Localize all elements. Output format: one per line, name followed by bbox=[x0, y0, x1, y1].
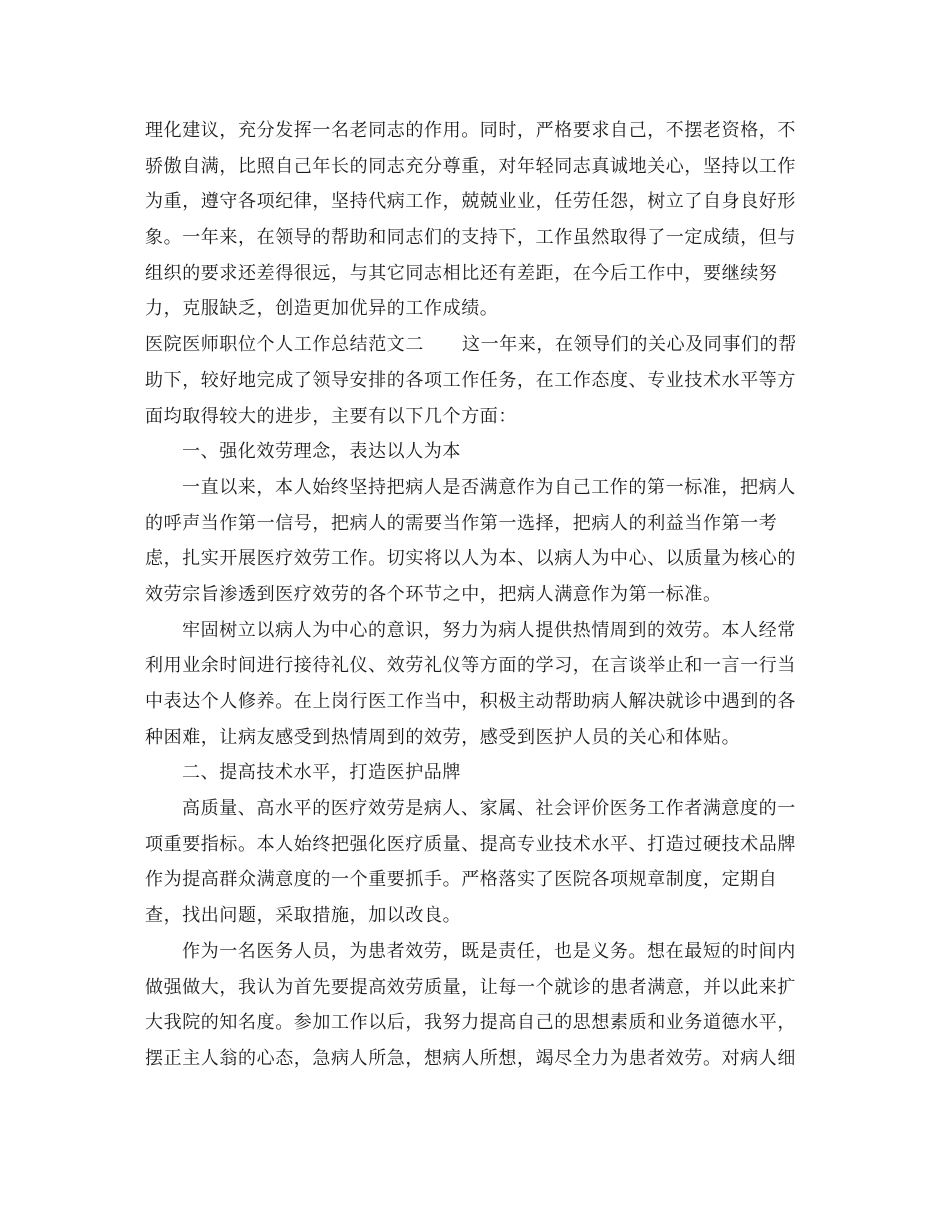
paragraph-start: 这一年来，在领导们的关心及同事们的帮 bbox=[462, 334, 797, 356]
text-line: 利用业余时间进行接待礼仪、效劳礼仪等方面的学习，在言谈举止和一言一行当 bbox=[145, 655, 796, 677]
text-line: 组织的要求还差得很远，与其它同志相比还有差距，在今后工作中，要继续努 bbox=[145, 262, 778, 284]
section-title-line bbox=[145, 327, 805, 363]
text-line: 大我院的知名度。参加工作以后，我努力提高自己的思想素质和业务道德水平， bbox=[145, 1012, 796, 1034]
text-line: 一直以来，本人始终坚持把病人是否满意作为自己工作的第一标准，把病人 bbox=[182, 476, 796, 498]
section-title: 医院医师职位个人工作总结范文二 bbox=[145, 334, 424, 356]
heading-line: 二、提高技术水平，打造医护品牌 bbox=[182, 762, 461, 784]
text-line: 为重，遵守各项纪律，坚持代病工作，兢兢业业，任劳任怨，树立了自身良好形 bbox=[145, 191, 796, 213]
text-line: 项重要指标。本人始终把强化医疗质量、提高专业技术水平、打造过硬技术品牌 bbox=[145, 833, 796, 855]
document-body bbox=[145, 113, 805, 1077]
text-line: 虑，扎实开展医疗效劳工作。切实将以人为本、以病人为中心、以质量为核心的 bbox=[145, 548, 796, 570]
text-line: 的呼声当作第一信号，把病人的需要当作第一选择，把病人的利益当作第一考 bbox=[145, 512, 778, 534]
text-line: 中表达个人修养。在上岗行医工作当中，积极主动帮助病人解决就诊中遇到的各 bbox=[145, 691, 796, 712]
text-line: 象。一年来，在领导的帮助和同志们的支持下，工作虽然取得了一定成绩，但与 bbox=[145, 227, 796, 249]
heading-line: 一、强化效劳理念，表达以人为本 bbox=[182, 441, 461, 463]
text-line: 作为一名医务人员，为患者效劳，既是责任，也是义务。想在最短的时间内 bbox=[182, 940, 796, 962]
text-line: 查，找出问题，采取措施，加以改良。 bbox=[145, 905, 462, 927]
text-line: 助下，较好地完成了领导安排的各项工作任务，在工作态度、专业技术水平等方 bbox=[145, 369, 796, 391]
text-line: 理化建议，充分发挥一名老同志的作用。同时，严格要求自己，不摆老资格，不 bbox=[145, 120, 796, 141]
text-line: 面均取得较大的进步，主要有以下几个方面： bbox=[145, 405, 517, 427]
text-line: 摆正主人翁的心态，急病人所急，想病人所想，竭尽全力为患者效劳。对病人细 bbox=[145, 1047, 796, 1069]
text-line: 骄傲自满，比照自己年长的同志充分尊重，对年轻同志真诚地关心，坚持以工作 bbox=[145, 155, 796, 177]
text-line: 效劳宗旨渗透到医疗效劳的各个环节之中，把病人满意作为第一标准。 bbox=[145, 583, 722, 605]
text-line: 种困难，让病友感受到热情周到的效劳，感受到医护人员的关心和体贴。 bbox=[145, 726, 741, 748]
text-line: 做强做大，我认为首先要提高效劳质量，让每一个就诊的患者满意，并以此来扩 bbox=[145, 976, 796, 998]
text-line: 牢固树立以病人为中心的意识，努力为病人提供热情周到的效劳。本人经常 bbox=[182, 619, 796, 641]
text-line: 力，克服缺乏，创造更加优异的工作成绩。 bbox=[145, 298, 499, 320]
text-line: 高质量、高水平的医疗效劳是病人、家属、社会评价医务工作者满意度的一 bbox=[182, 798, 796, 820]
text-line: 作为提高群众满意度的一个重要抓手。严格落实了医院各项规章制度，定期自 bbox=[145, 869, 778, 891]
